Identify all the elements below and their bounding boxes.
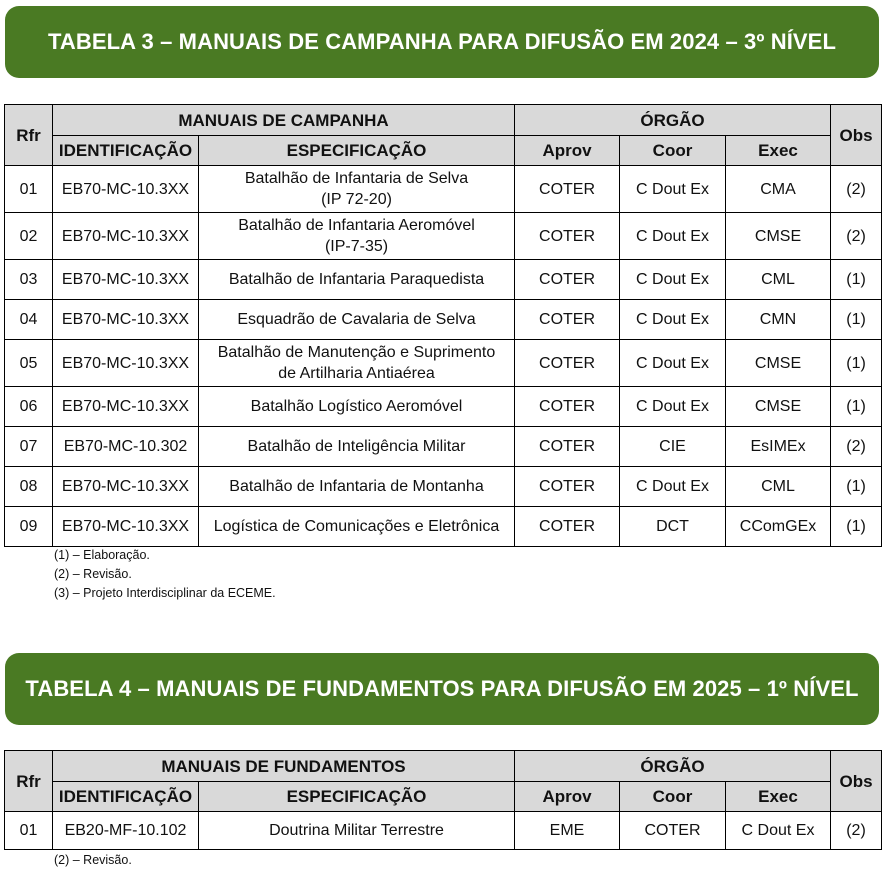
table-row <box>5 812 882 850</box>
cell-exec: EsIMEx <box>726 427 831 467</box>
note-line: (2) – Revisão. <box>54 853 132 867</box>
cell-obs: (1) <box>831 340 882 387</box>
cell-obs: (1) <box>831 467 882 507</box>
note-line: (2) – Revisão. <box>54 567 132 581</box>
table-row <box>5 427 882 467</box>
cell-exec: CMN <box>726 300 831 340</box>
cell-aprov: COTER <box>515 427 620 467</box>
header-especificacao: ESPECIFICAÇÃO <box>199 136 515 166</box>
cell-especificacao <box>199 507 515 547</box>
especificacao-line-1: Batalhão de Infantaria Aeromóvel <box>238 217 475 234</box>
cell-aprov: COTER <box>515 340 620 387</box>
cell-aprov: COTER <box>515 260 620 300</box>
cell-especificacao <box>199 213 515 260</box>
header-group-manuais: MANUAIS DE CAMPANHA <box>53 105 515 136</box>
table-row <box>5 213 882 260</box>
cell-coor: C Dout Ex <box>620 300 726 340</box>
header-obs: Obs <box>831 751 882 812</box>
especificacao-line-1: Batalhão de Manutenção e Suprimento <box>217 344 496 361</box>
cell-identificacao: EB70-MC-10.3XX <box>53 213 199 260</box>
table-row <box>5 340 882 387</box>
cell-coor: CIE <box>620 427 726 467</box>
cell-aprov: COTER <box>515 387 620 427</box>
header-identificacao: IDENTIFICAÇÃO <box>53 136 199 166</box>
especificacao-line-2: de Artilharia Antiaérea <box>278 365 435 382</box>
cell-exec: CML <box>726 467 831 507</box>
especificacao-line-1: Esquadrão de Cavalaria de Selva <box>237 311 476 328</box>
table4 <box>4 750 882 850</box>
header-coor: Coor <box>620 782 726 812</box>
table-row <box>5 166 882 213</box>
cell-especificacao <box>199 812 515 850</box>
cell-obs: (1) <box>831 387 882 427</box>
cell-identificacao: EB70-MC-10.3XX <box>53 387 199 427</box>
cell-exec: CMSE <box>726 340 831 387</box>
header-group-orgao: ÓRGÃO <box>515 105 831 136</box>
header-exec: Exec <box>726 782 831 812</box>
cell-especificacao <box>199 340 515 387</box>
header-rfr: Rfr <box>5 105 53 166</box>
cell-aprov: COTER <box>515 467 620 507</box>
cell-coor: C Dout Ex <box>620 260 726 300</box>
cell-coor: COTER <box>620 812 726 850</box>
especificacao-line-1: Doutrina Militar Terrestre <box>269 822 444 839</box>
cell-exec: CMA <box>726 166 831 213</box>
table4-title-banner <box>5 653 879 725</box>
cell-obs: (2) <box>831 166 882 213</box>
cell-aprov: COTER <box>515 213 620 260</box>
table-row <box>5 467 882 507</box>
table-row <box>5 260 882 300</box>
cell-obs: (1) <box>831 300 882 340</box>
cell-identificacao: EB70-MC-10.3XX <box>53 340 199 387</box>
header-identificacao: IDENTIFICAÇÃO <box>53 782 199 812</box>
cell-aprov: EME <box>515 812 620 850</box>
cell-coor: C Dout Ex <box>620 340 726 387</box>
table-row <box>5 507 882 547</box>
especificacao-line-1: Batalhão de Infantaria de Montanha <box>229 478 484 495</box>
especificacao-line-1: Batalhão de Inteligência Militar <box>247 438 466 455</box>
table4-title: TABELA 4 – MANUAIS DE FUNDAMENTOS PARA DIFUSÃO EM 2025 – 1º NÍVEL <box>25 676 859 701</box>
cell-aprov: COTER <box>515 166 620 213</box>
cell-obs: (2) <box>831 812 882 850</box>
table4-notes <box>54 851 132 870</box>
header-rfr: Rfr <box>5 751 53 812</box>
cell-rfr: 04 <box>5 300 53 340</box>
cell-rfr: 01 <box>5 812 53 850</box>
cell-identificacao: EB70-MC-10.3XX <box>53 260 199 300</box>
table3-notes <box>54 546 276 603</box>
especificacao-line-2: (IP 72-20) <box>321 191 392 208</box>
especificacao-line-1: Batalhão Logístico Aeromóvel <box>250 398 463 415</box>
cell-especificacao <box>199 300 515 340</box>
especificacao-line-1: Logística de Comunicações e Eletrônica <box>213 518 500 535</box>
cell-especificacao <box>199 260 515 300</box>
header-group-manuais: MANUAIS DE FUNDAMENTOS <box>53 751 515 782</box>
cell-aprov: COTER <box>515 300 620 340</box>
cell-rfr: 06 <box>5 387 53 427</box>
header-exec: Exec <box>726 136 831 166</box>
note-line: (3) – Projeto Interdisciplinar da ECEME. <box>54 586 276 600</box>
cell-obs: (2) <box>831 427 882 467</box>
cell-rfr: 01 <box>5 166 53 213</box>
header-aprov: Aprov <box>515 782 620 812</box>
table3-title-banner <box>5 6 879 78</box>
cell-especificacao <box>199 427 515 467</box>
cell-identificacao: EB70-MC-10.3XX <box>53 467 199 507</box>
cell-coor: DCT <box>620 507 726 547</box>
header-group-orgao: ÓRGÃO <box>515 751 831 782</box>
note-line: (1) – Elaboração. <box>54 548 150 562</box>
cell-obs: (2) <box>831 213 882 260</box>
header-especificacao: ESPECIFICAÇÃO <box>199 782 515 812</box>
header-obs: Obs <box>831 105 882 166</box>
cell-especificacao <box>199 387 515 427</box>
especificacao-line-2: (IP-7-35) <box>324 238 389 255</box>
header-coor: Coor <box>620 136 726 166</box>
cell-exec: CMSE <box>726 213 831 260</box>
table-row <box>5 300 882 340</box>
table-row <box>5 387 882 427</box>
cell-exec: CMSE <box>726 387 831 427</box>
cell-coor: C Dout Ex <box>620 467 726 507</box>
table3 <box>4 104 882 547</box>
cell-identificacao: EB70-MC-10.3XX <box>53 300 199 340</box>
cell-rfr: 02 <box>5 213 53 260</box>
cell-aprov: COTER <box>515 507 620 547</box>
cell-especificacao <box>199 467 515 507</box>
cell-coor: C Dout Ex <box>620 213 726 260</box>
cell-rfr: 05 <box>5 340 53 387</box>
cell-identificacao: EB70-MC-10.3XX <box>53 507 199 547</box>
cell-exec: C Dout Ex <box>726 812 831 850</box>
cell-rfr: 09 <box>5 507 53 547</box>
cell-rfr: 07 <box>5 427 53 467</box>
cell-identificacao: EB20-MF-10.102 <box>53 812 199 850</box>
cell-identificacao: EB70-MC-10.302 <box>53 427 199 467</box>
cell-coor: C Dout Ex <box>620 387 726 427</box>
cell-especificacao <box>199 166 515 213</box>
header-aprov: Aprov <box>515 136 620 166</box>
cell-identificacao: EB70-MC-10.3XX <box>53 166 199 213</box>
cell-rfr: 03 <box>5 260 53 300</box>
especificacao-line-1: Batalhão de Infantaria de Selva <box>244 170 469 187</box>
cell-exec: CML <box>726 260 831 300</box>
cell-obs: (1) <box>831 507 882 547</box>
cell-obs: (1) <box>831 260 882 300</box>
cell-coor: C Dout Ex <box>620 166 726 213</box>
cell-rfr: 08 <box>5 467 53 507</box>
especificacao-line-1: Batalhão de Infantaria Paraquedista <box>228 271 485 288</box>
cell-exec: CComGEx <box>726 507 831 547</box>
table3-title: TABELA 3 – MANUAIS DE CAMPANHA PARA DIFUSÃO EM 2024 – 3º NÍVEL <box>47 29 836 54</box>
